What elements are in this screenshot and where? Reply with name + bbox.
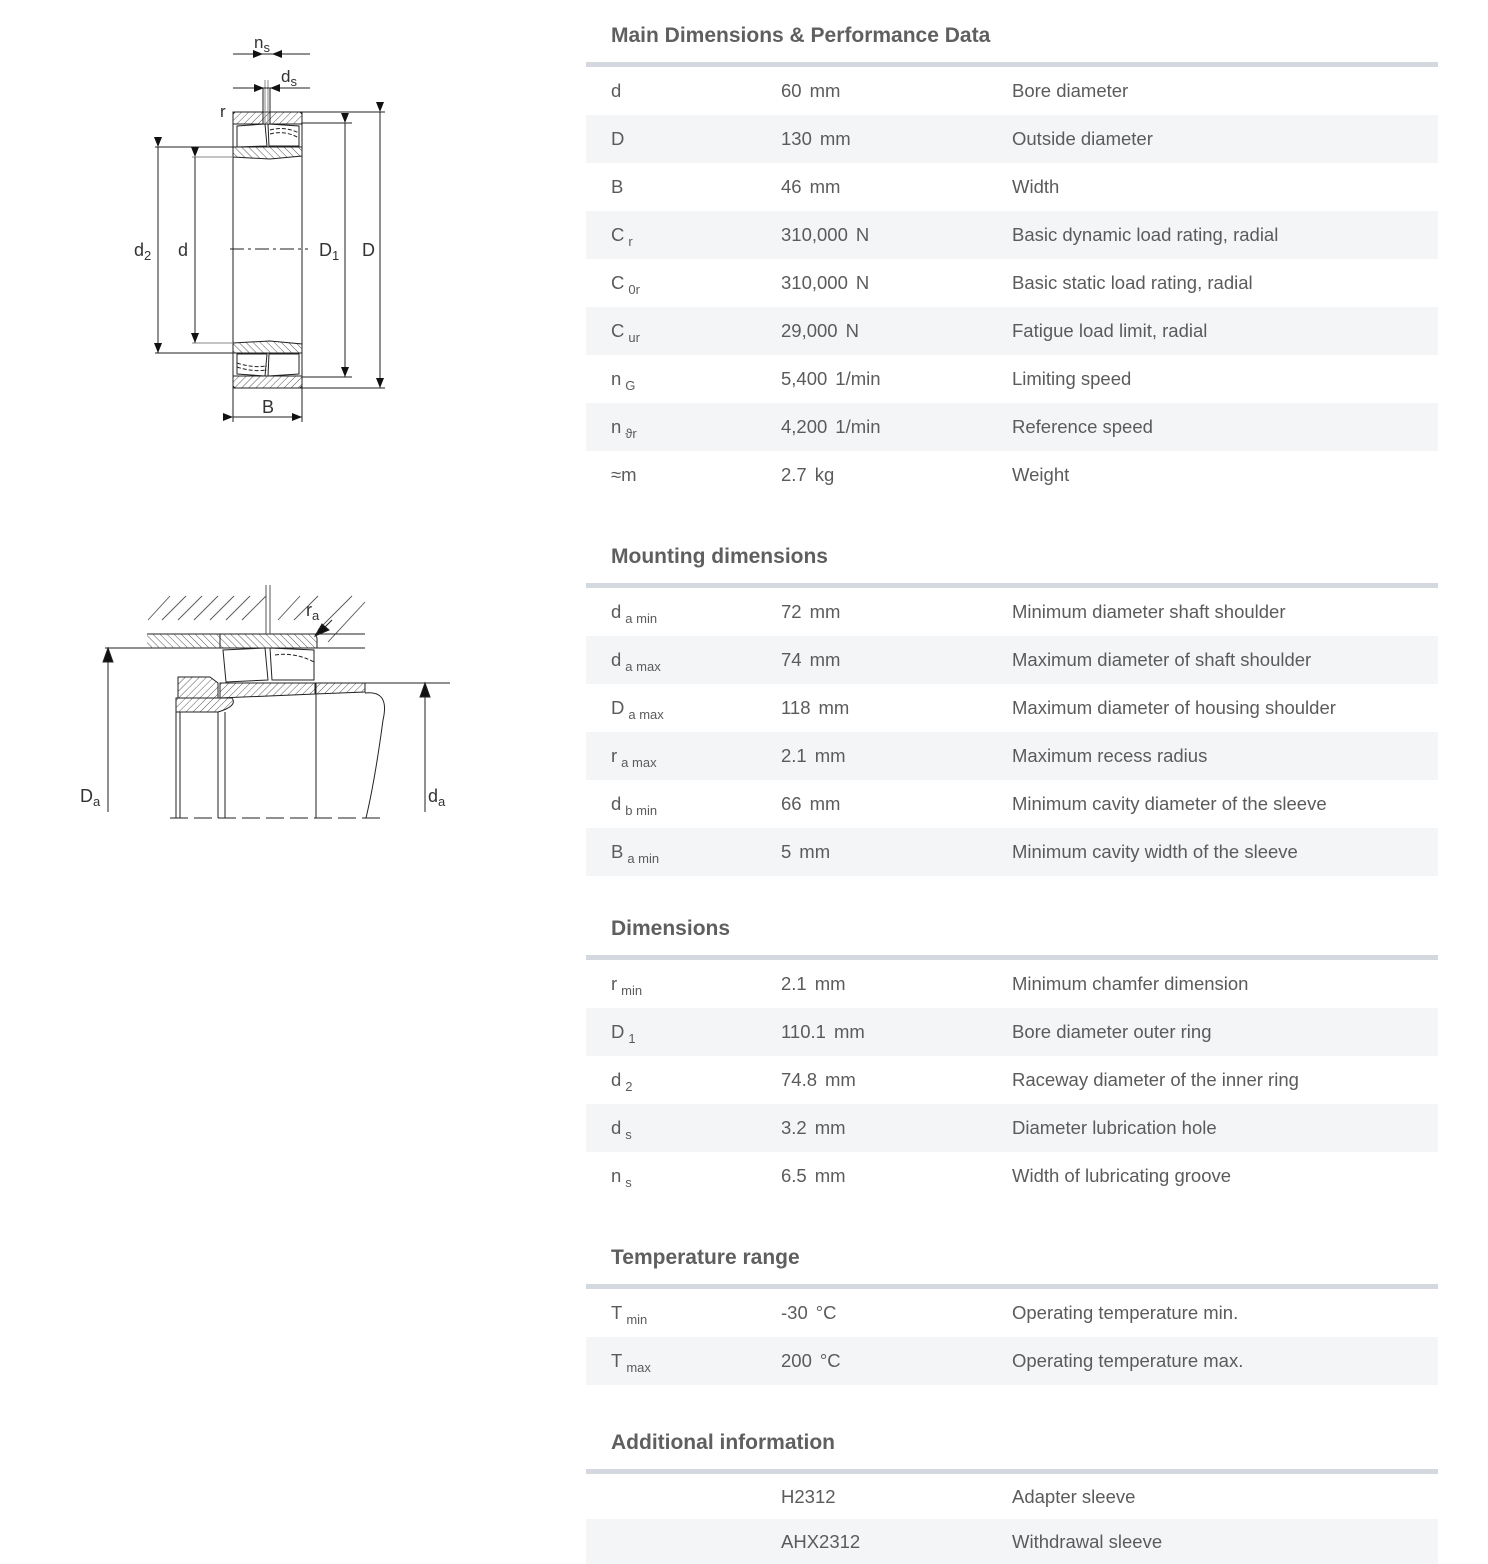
value-unit: mm bbox=[814, 1117, 846, 1138]
symbol-main: n bbox=[611, 1165, 622, 1186]
symbol-subscript: a max bbox=[628, 707, 664, 722]
value-unit: kg bbox=[814, 464, 835, 485]
parameter-value bbox=[781, 636, 840, 684]
parameter-symbol bbox=[611, 163, 623, 211]
table-row bbox=[586, 67, 1438, 115]
value-unit: °C bbox=[815, 1302, 837, 1323]
symbol-subscript: a min bbox=[625, 611, 658, 626]
section-rows bbox=[586, 1289, 1438, 1385]
symbol-main: n bbox=[611, 416, 622, 437]
value-unit: mm bbox=[809, 793, 841, 814]
parameter-value bbox=[781, 1474, 836, 1519]
value-number: 200 bbox=[781, 1350, 812, 1371]
parameter-value bbox=[781, 1519, 860, 1564]
value-number: 66 bbox=[781, 793, 802, 814]
table-row bbox=[586, 163, 1438, 211]
parameter-value bbox=[781, 1056, 856, 1104]
section-rows bbox=[586, 1474, 1438, 1564]
symbol-main: B bbox=[611, 841, 624, 862]
parameter-description: Minimum cavity width of the sleeve bbox=[1012, 841, 1298, 862]
value-number: -30 bbox=[781, 1302, 808, 1323]
table-row bbox=[586, 828, 1438, 876]
table-row bbox=[586, 1289, 1438, 1337]
parameter-value bbox=[781, 684, 849, 732]
value-number: 118 bbox=[781, 697, 811, 718]
parameter-description: Diameter lubrication hole bbox=[1012, 1117, 1217, 1138]
parameter-symbol bbox=[611, 451, 637, 499]
table-row bbox=[586, 307, 1438, 355]
symbol-main: D bbox=[611, 1021, 625, 1042]
parameter-symbol bbox=[611, 67, 621, 115]
parameter-value bbox=[781, 960, 846, 1008]
symbol-main: D bbox=[611, 128, 625, 149]
section-dimensions bbox=[586, 893, 1438, 1200]
parameter-value bbox=[781, 1337, 841, 1385]
bearing-cross-section-drawing bbox=[100, 20, 420, 430]
table-row bbox=[586, 211, 1438, 259]
symbol-main: C bbox=[611, 272, 625, 293]
section-title: Dimensions bbox=[611, 917, 731, 940]
value-unit: mm bbox=[819, 128, 851, 149]
parameter-symbol bbox=[611, 588, 657, 643]
parameter-symbol bbox=[611, 732, 657, 787]
value-unit: mm bbox=[825, 1069, 856, 1090]
symbol-main: r bbox=[611, 745, 618, 766]
section-rows bbox=[586, 588, 1438, 876]
parameter-symbol bbox=[611, 403, 637, 458]
symbol-main: d bbox=[611, 601, 622, 622]
parameter-symbol bbox=[611, 1008, 636, 1063]
parameter-value bbox=[781, 1152, 846, 1200]
parameter-description: Bore diameter outer ring bbox=[1012, 1021, 1212, 1042]
symbol-main: T bbox=[611, 1350, 623, 1371]
value-number: 29,000 bbox=[781, 320, 838, 341]
parameter-description: Minimum cavity diameter of the sleeve bbox=[1012, 793, 1327, 814]
table-row bbox=[586, 1519, 1438, 1564]
label-ds: $d_s$ bbox=[281, 67, 297, 89]
value-number: 310,000 bbox=[781, 224, 848, 245]
label-ns: $n_s$ bbox=[254, 33, 270, 55]
label-d: d bbox=[178, 240, 189, 260]
value-unit: mm bbox=[833, 1021, 865, 1042]
parameter-description: Maximum recess radius bbox=[1012, 745, 1208, 766]
symbol-main: C bbox=[611, 224, 625, 245]
table-row bbox=[586, 780, 1438, 828]
value-number: 4,200 bbox=[781, 416, 828, 437]
parameter-value bbox=[781, 1104, 846, 1152]
value-unit: mm bbox=[818, 697, 850, 718]
value-unit: mm bbox=[814, 745, 846, 766]
parameter-description: Operating temperature max. bbox=[1012, 1350, 1244, 1371]
value-unit: N bbox=[845, 320, 859, 341]
symbol-main: r bbox=[611, 973, 618, 994]
parameter-description: Maximum diameter of shaft shoulder bbox=[1012, 649, 1312, 670]
parameter-value bbox=[781, 115, 851, 163]
label-ra: $r_a$ bbox=[306, 600, 320, 623]
table-row bbox=[586, 115, 1438, 163]
section-rows bbox=[586, 67, 1438, 499]
value-unit: N bbox=[855, 272, 870, 293]
parameter-value bbox=[781, 451, 834, 499]
value-number: 310,000 bbox=[781, 272, 848, 293]
table-row bbox=[586, 1474, 1438, 1519]
mounting-dimensions-drawing bbox=[70, 580, 470, 830]
table-row bbox=[586, 588, 1438, 636]
value-number: 74 bbox=[781, 649, 802, 670]
table-row bbox=[586, 259, 1438, 307]
symbol-subscript: ur bbox=[628, 330, 640, 345]
symbol-subscript: min bbox=[626, 1312, 648, 1327]
value-unit: mm bbox=[814, 973, 846, 994]
mounting-drawing-svg bbox=[70, 580, 470, 830]
symbol-subscript: s bbox=[625, 1127, 632, 1142]
symbol-main: D bbox=[611, 697, 625, 718]
table-row bbox=[586, 1008, 1438, 1056]
section-title: Mounting dimensions bbox=[611, 545, 828, 568]
table-row bbox=[586, 1152, 1438, 1200]
value-unit: mm bbox=[799, 841, 831, 862]
parameter-value bbox=[781, 307, 859, 355]
parameter-symbol bbox=[611, 636, 661, 691]
section-mounting-dimensions bbox=[586, 521, 1438, 876]
parameter-description: Withdrawal sleeve bbox=[1012, 1531, 1163, 1552]
parameter-description: Basic dynamic load rating, radial bbox=[1012, 224, 1279, 245]
parameter-value bbox=[781, 403, 881, 451]
value-number: 2.7 bbox=[781, 464, 807, 485]
value-unit: mm bbox=[809, 80, 841, 101]
symbol-subscript: 1 bbox=[628, 1031, 636, 1046]
parameter-description: Width bbox=[1012, 176, 1060, 197]
value-number: 46 bbox=[781, 176, 802, 197]
parameter-description: Minimum diameter shaft shoulder bbox=[1012, 601, 1286, 622]
section-title: Temperature range bbox=[611, 1246, 800, 1269]
parameter-description: Raceway diameter of the inner ring bbox=[1012, 1069, 1299, 1090]
parameter-description: Bore diameter bbox=[1012, 80, 1129, 101]
label-d2: $d_2$ bbox=[134, 240, 152, 263]
section-additional-information bbox=[586, 1407, 1438, 1564]
symbol-main: T bbox=[611, 1302, 623, 1323]
parameter-description: Basic static load rating, radial bbox=[1012, 272, 1253, 293]
parameter-value bbox=[781, 1008, 865, 1056]
parameter-description: Weight bbox=[1012, 464, 1070, 485]
value-unit: mm bbox=[809, 649, 841, 670]
parameter-symbol bbox=[611, 1152, 632, 1207]
parameter-description: Limiting speed bbox=[1012, 368, 1132, 389]
parameter-description: Outside diameter bbox=[1012, 128, 1153, 149]
parameter-symbol bbox=[611, 828, 659, 883]
parameter-description: Reference speed bbox=[1012, 416, 1153, 437]
parameter-symbol bbox=[611, 1289, 647, 1344]
value-number: 74.8 bbox=[781, 1069, 818, 1090]
parameter-description: Minimum chamfer dimension bbox=[1012, 973, 1249, 994]
table-row bbox=[586, 1337, 1438, 1385]
section-title: Main Dimensions & Performance Data bbox=[611, 24, 991, 47]
symbol-subscript: G bbox=[625, 378, 636, 393]
value-number: 5,400 bbox=[781, 368, 828, 389]
value-unit: N bbox=[855, 224, 870, 245]
parameter-symbol bbox=[611, 115, 624, 163]
parameter-symbol bbox=[611, 307, 640, 362]
symbol-subscript: r bbox=[628, 234, 633, 249]
parameter-value bbox=[781, 355, 881, 403]
parameter-value bbox=[781, 780, 840, 828]
symbol-subscript: a max bbox=[621, 755, 657, 770]
label-B: B bbox=[262, 397, 275, 417]
table-row bbox=[586, 451, 1438, 499]
symbol-main: n bbox=[611, 368, 622, 389]
symbol-subscript: min bbox=[621, 983, 643, 998]
parameter-symbol bbox=[611, 684, 664, 739]
symbol-main: ≈m bbox=[611, 464, 637, 485]
value-unit: mm bbox=[809, 601, 841, 622]
symbol-main: B bbox=[611, 176, 624, 197]
label-D1: $D_1$ bbox=[319, 240, 340, 263]
parameter-value bbox=[781, 163, 840, 211]
parameter-value bbox=[781, 1289, 837, 1337]
label-D: D bbox=[362, 240, 375, 260]
symbol-subscript: max bbox=[626, 1360, 651, 1375]
parameter-value bbox=[781, 588, 840, 636]
value-number: H2312 bbox=[781, 1486, 836, 1507]
section-rows bbox=[586, 960, 1438, 1200]
parameter-symbol bbox=[611, 259, 640, 314]
value-number: AHX2312 bbox=[781, 1531, 861, 1552]
parameter-description: Adapter sleeve bbox=[1012, 1486, 1136, 1507]
value-number: 110.1 bbox=[781, 1021, 826, 1042]
value-number: 2.1 bbox=[781, 745, 807, 766]
value-number: 60 bbox=[781, 80, 802, 101]
value-unit: mm bbox=[814, 1165, 846, 1186]
label-r: r bbox=[220, 102, 226, 121]
parameter-value bbox=[781, 259, 869, 307]
section-main-dimensions bbox=[586, 0, 1438, 499]
symbol-subscript: a min bbox=[627, 851, 660, 866]
parameter-symbol bbox=[611, 960, 642, 1015]
value-unit: mm bbox=[809, 176, 841, 197]
value-number: 3.2 bbox=[781, 1117, 807, 1138]
value-number: 130 bbox=[781, 128, 812, 149]
table-row bbox=[586, 960, 1438, 1008]
table-row bbox=[586, 732, 1438, 780]
parameter-description: Width of lubricating groove bbox=[1012, 1165, 1232, 1186]
symbol-main: d bbox=[611, 649, 622, 670]
symbol-subscript: a max bbox=[625, 659, 661, 674]
table-row bbox=[586, 636, 1438, 684]
symbol-main: d bbox=[611, 1117, 622, 1138]
parameter-symbol bbox=[611, 355, 635, 410]
symbol-subscript: b min bbox=[625, 803, 658, 818]
symbol-subscript: ϑr bbox=[625, 426, 637, 441]
parameter-symbol bbox=[611, 211, 633, 266]
table-row bbox=[586, 355, 1438, 403]
value-unit: 1/min bbox=[835, 416, 881, 437]
parameter-symbol bbox=[611, 1337, 651, 1392]
parameter-value bbox=[781, 211, 869, 259]
section-temperature-range bbox=[586, 1222, 1438, 1385]
parameter-symbol bbox=[611, 1056, 633, 1111]
parameter-symbol bbox=[611, 1104, 632, 1159]
symbol-subscript: 0r bbox=[628, 282, 640, 297]
bearing-drawing-svg bbox=[100, 20, 420, 430]
parameter-description: Maximum diameter of housing shoulder bbox=[1012, 697, 1336, 718]
table-row bbox=[586, 403, 1438, 451]
parameter-description: Operating temperature min. bbox=[1012, 1302, 1239, 1323]
parameter-value bbox=[781, 732, 846, 780]
parameter-description: Fatigue load limit, radial bbox=[1012, 320, 1208, 341]
symbol-subscript: s bbox=[625, 1175, 632, 1190]
parameter-value bbox=[781, 828, 830, 876]
value-number: 72 bbox=[781, 601, 802, 622]
symbol-main: d bbox=[611, 1069, 622, 1090]
value-number: 6.5 bbox=[781, 1165, 807, 1186]
label-Da: $D_a$ bbox=[80, 786, 101, 809]
symbol-subscript: 2 bbox=[625, 1079, 633, 1094]
value-number: 2.1 bbox=[781, 973, 807, 994]
parameter-symbol bbox=[611, 780, 657, 835]
table-row bbox=[586, 684, 1438, 732]
value-unit: 1/min bbox=[835, 368, 881, 389]
table-row bbox=[586, 1056, 1438, 1104]
section-title: Additional information bbox=[611, 1431, 835, 1454]
label-da: $d_a$ bbox=[428, 786, 446, 809]
specification-tables bbox=[586, 0, 1438, 1564]
symbol-main: d bbox=[611, 793, 622, 814]
value-unit: °C bbox=[819, 1350, 841, 1371]
value-number: 5 bbox=[781, 841, 792, 862]
table-row bbox=[586, 1104, 1438, 1152]
symbol-main: d bbox=[611, 80, 622, 101]
symbol-main: C bbox=[611, 320, 625, 341]
parameter-value bbox=[781, 67, 840, 115]
